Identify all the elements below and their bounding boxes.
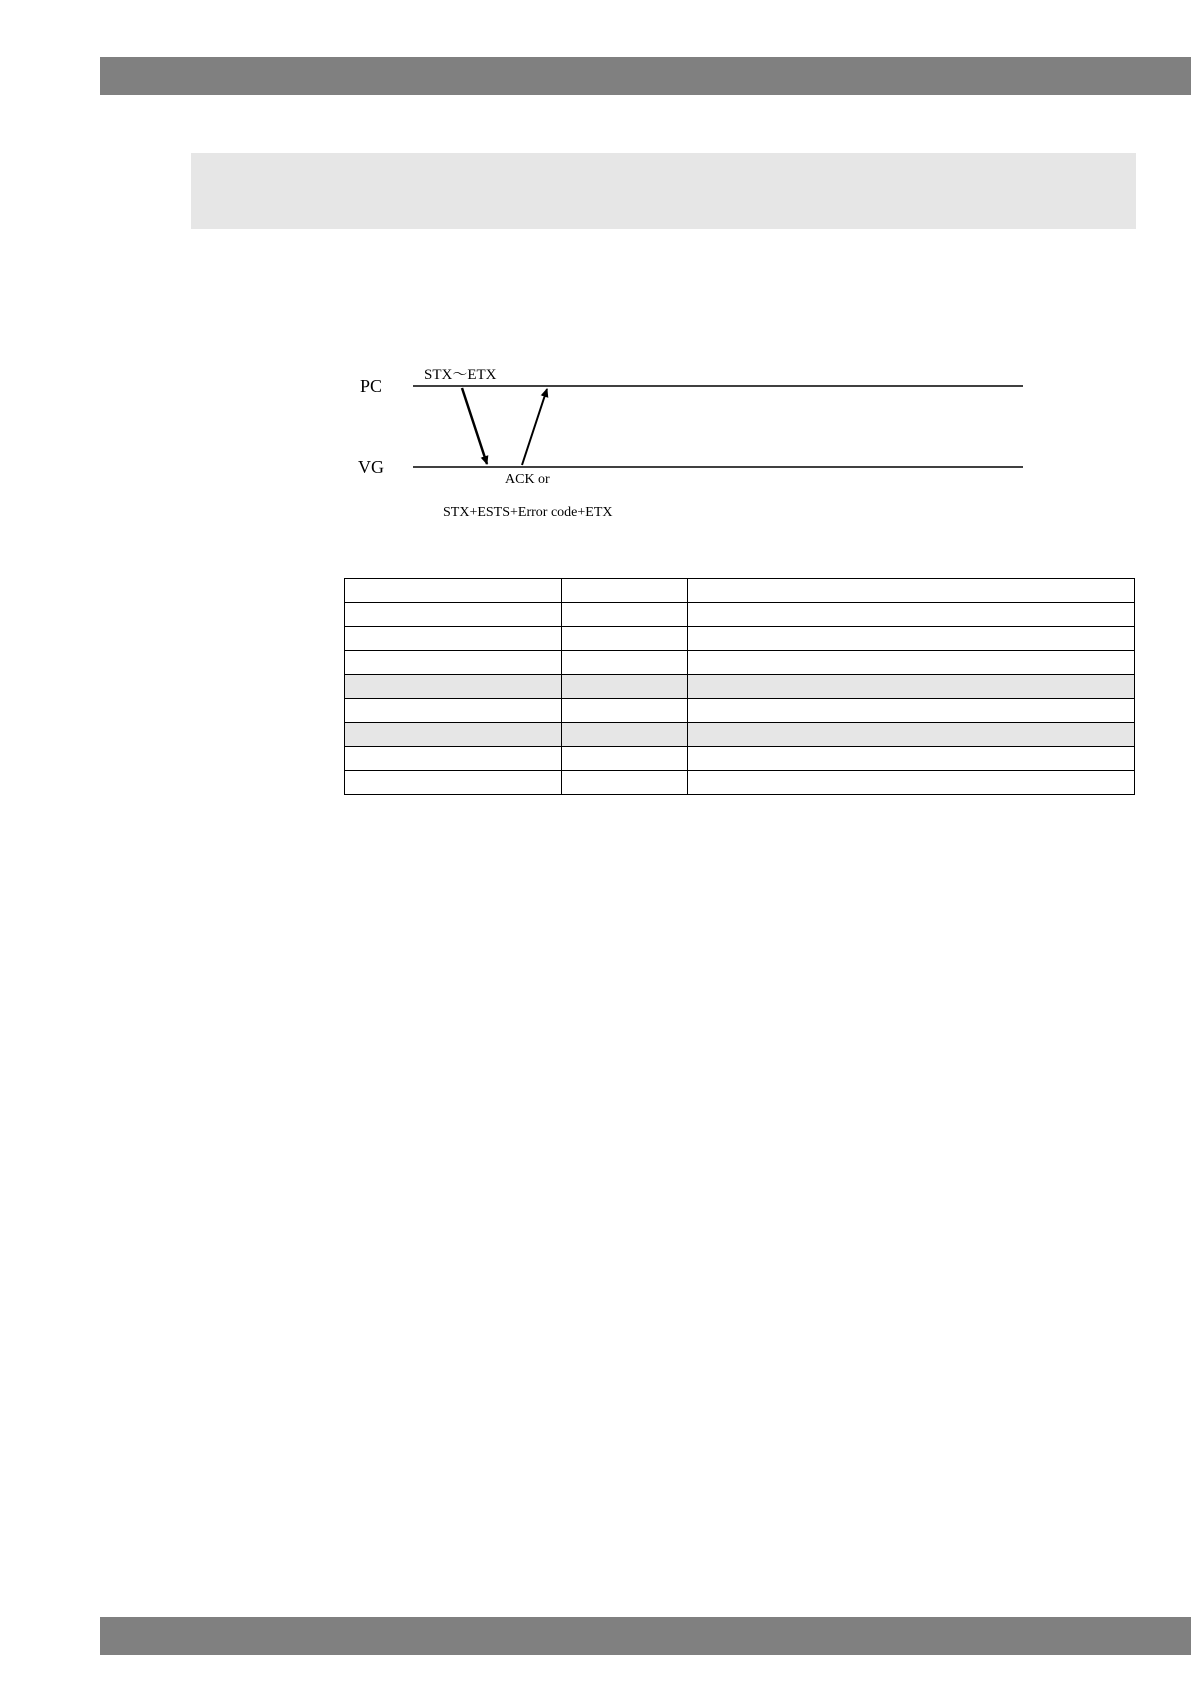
send-label: STX～ETX — [424, 367, 497, 383]
error-code-table — [344, 578, 1135, 795]
table-row — [345, 723, 1135, 747]
table-cell — [562, 723, 688, 747]
send-arrow — [462, 388, 487, 464]
table-row — [345, 675, 1135, 699]
table-cell — [345, 603, 562, 627]
table-cell — [688, 603, 1135, 627]
table-cell — [345, 627, 562, 651]
section-title-banner — [191, 153, 1136, 229]
table-cell — [562, 627, 688, 651]
table-row — [345, 603, 1135, 627]
table-cell — [688, 675, 1135, 699]
table-cell — [688, 627, 1135, 651]
vg-label: VG — [358, 457, 384, 477]
footer-bar — [100, 1617, 1191, 1655]
table-cell — [562, 747, 688, 771]
table-row — [345, 699, 1135, 723]
table-cell — [562, 771, 688, 795]
table-row — [345, 651, 1135, 675]
table-cell — [688, 699, 1135, 723]
reply-arrow — [522, 389, 547, 465]
header-bar — [100, 57, 1191, 95]
table-cell — [345, 579, 562, 603]
reply-label-line2: STX+ESTS+Error code+ETX — [443, 505, 613, 520]
table-cell — [688, 723, 1135, 747]
table-cell — [688, 771, 1135, 795]
communication-sequence-diagram — [340, 355, 1040, 535]
table-cell — [345, 651, 562, 675]
table-cell — [345, 747, 562, 771]
table-cell — [562, 603, 688, 627]
table-cell — [688, 747, 1135, 771]
table-row — [345, 771, 1135, 795]
table-row — [345, 747, 1135, 771]
reply-label-line1: ACK or — [505, 472, 550, 487]
pc-label: PC — [360, 376, 383, 396]
table-cell — [345, 771, 562, 795]
table-cell — [562, 651, 688, 675]
table-cell — [562, 675, 688, 699]
table-cell — [345, 675, 562, 699]
table-cell — [562, 579, 688, 603]
table-cell — [688, 579, 1135, 603]
table-row — [345, 627, 1135, 651]
table-cell — [345, 723, 562, 747]
table-row — [345, 579, 1135, 603]
table-cell — [688, 651, 1135, 675]
table-cell — [562, 699, 688, 723]
table-cell — [345, 699, 562, 723]
